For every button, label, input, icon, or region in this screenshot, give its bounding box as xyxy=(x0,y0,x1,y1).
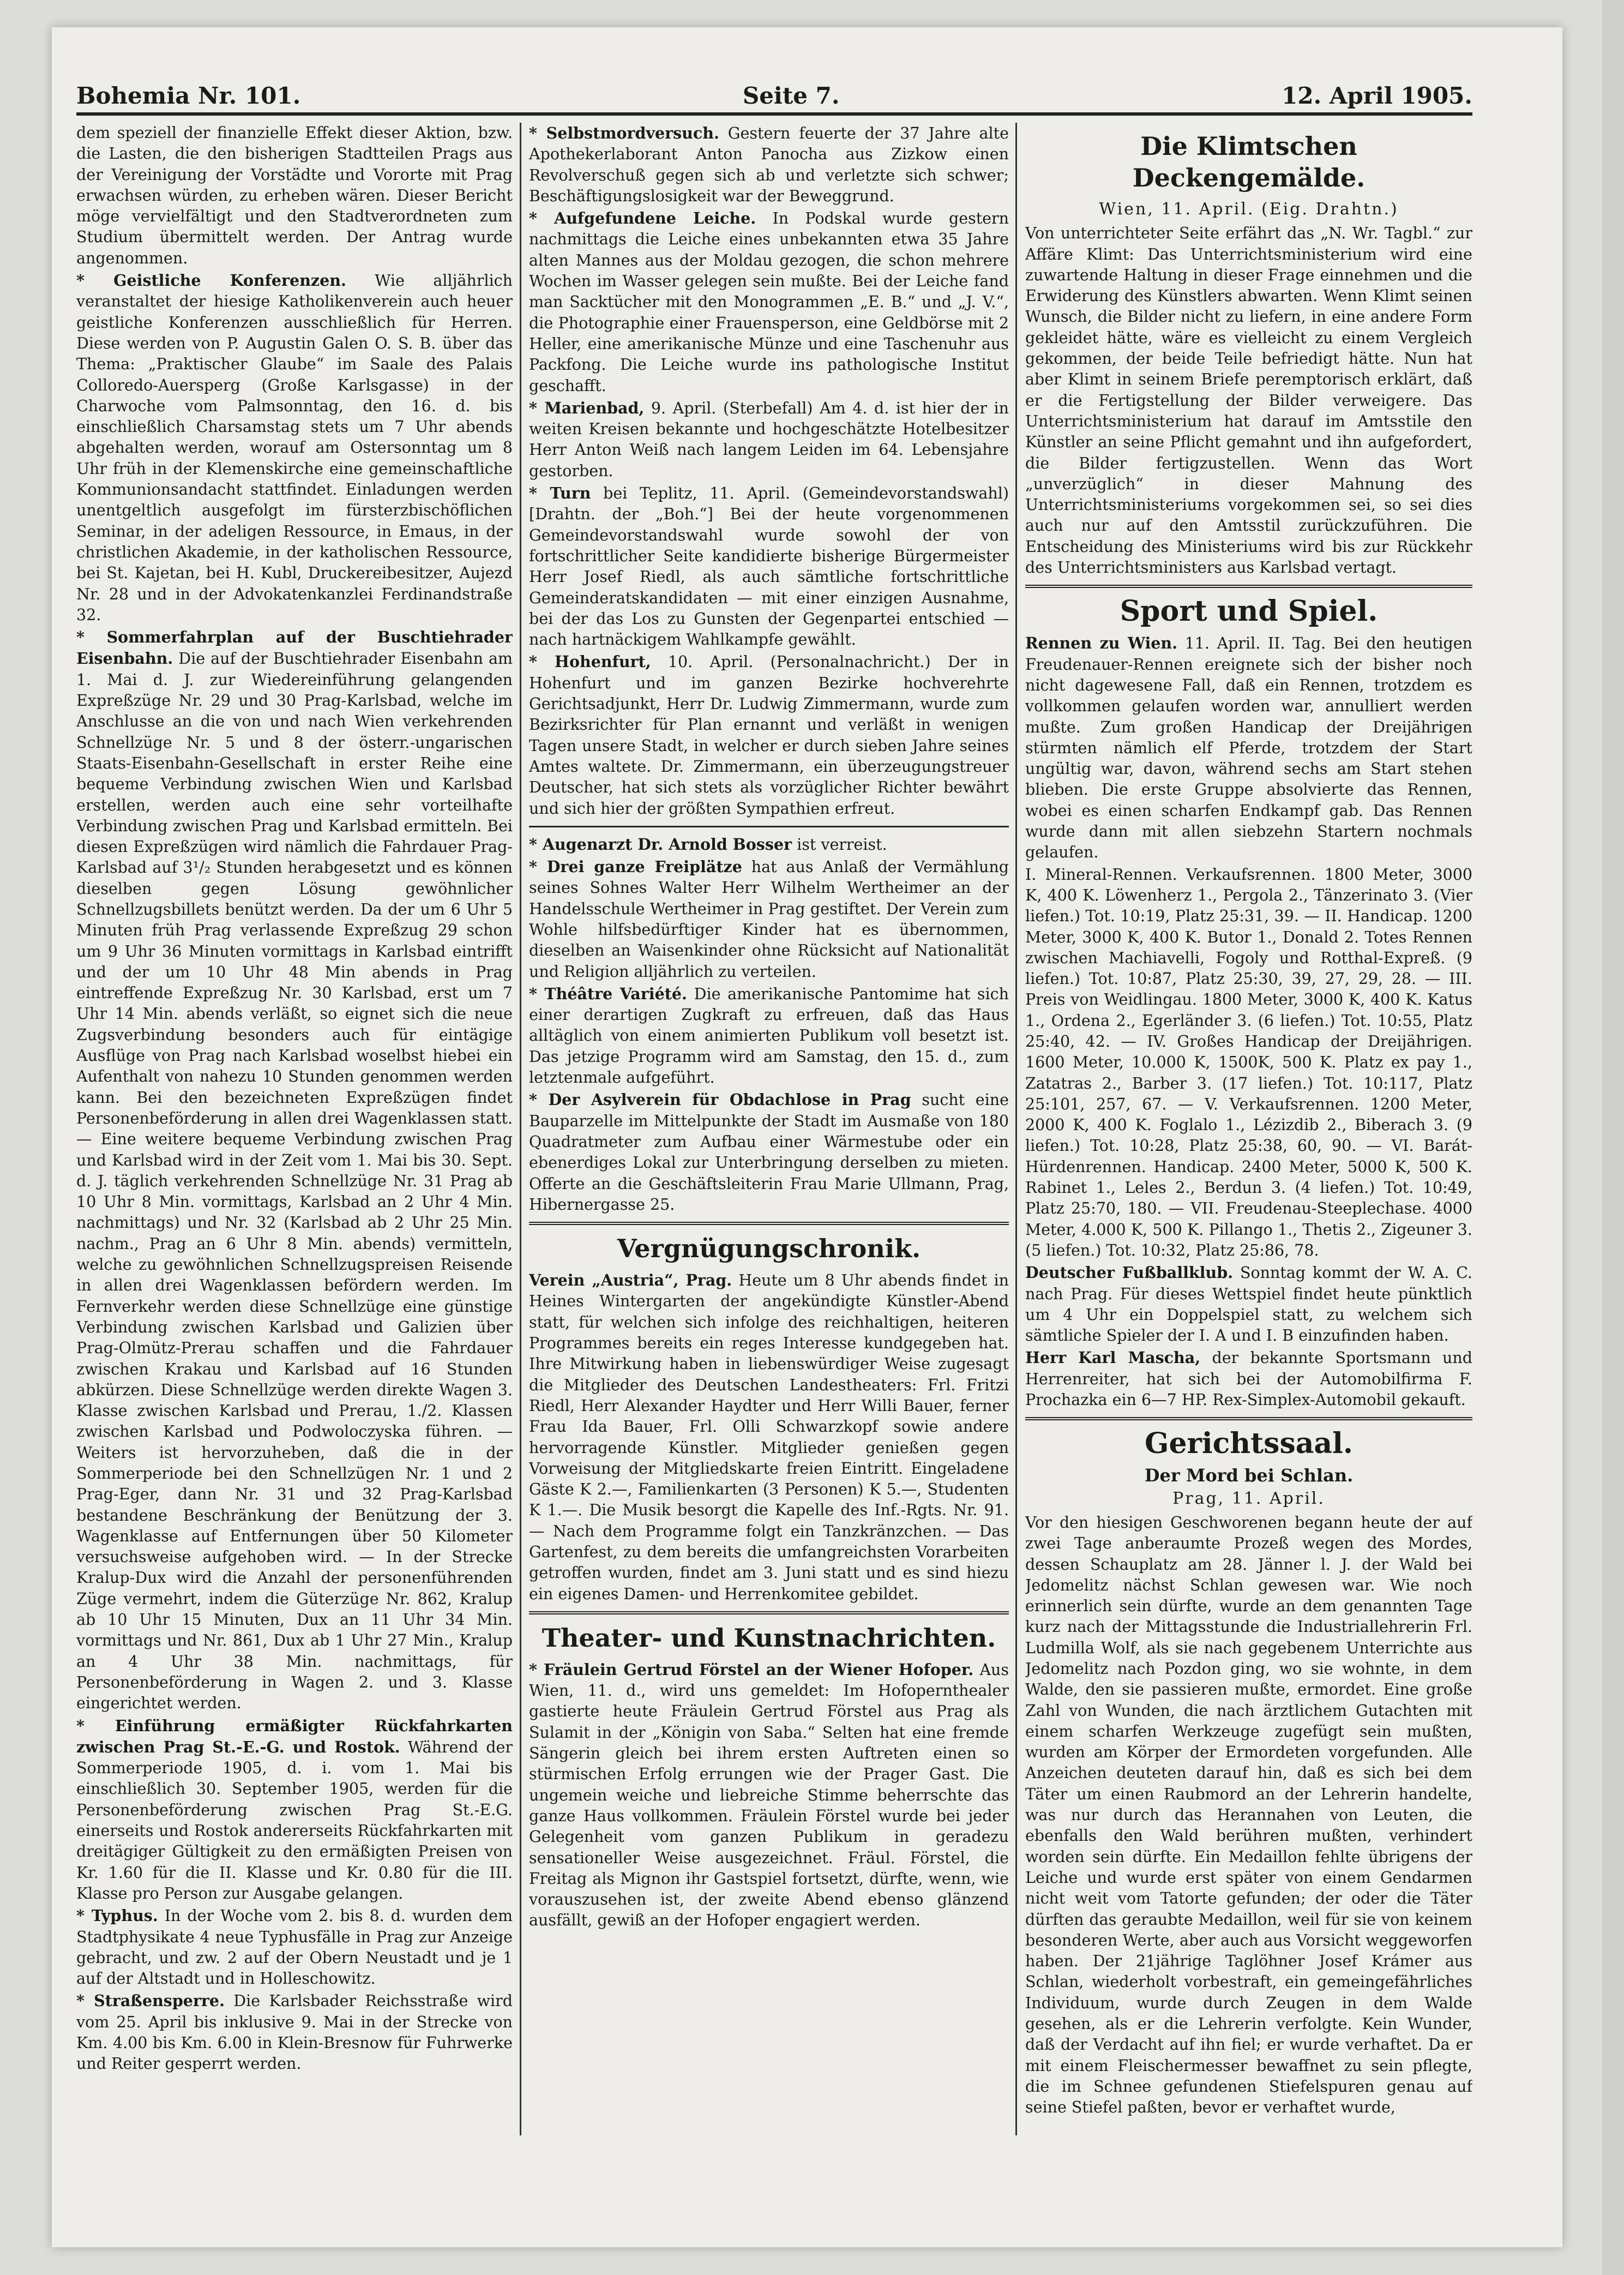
article-heading: * Théâtre Variété. xyxy=(529,984,687,1003)
article-hohenfurt: * Hohenfurt, 10. April. (Personalnachricht.) Der in Hohenfurt und im ganzen Bezirke hochverehrte Gerichtsadjunkt, Herr Dr. Ludwig Zimmermann, wurde zum Bezirksrichter für Plan ernannt und verläßt in wenigen Tagen unsere Stadt, in welcher er durch sieben Jahre seines Amtes waltete. Dr. Zimmermann, ein überzeugungstreuer Deutscher, hat sich stets als vorzüglicher Richter bewährt und sich hier der größten Sympathien erfreut. xyxy=(529,652,1009,818)
article-mord-schlan: Vor den hiesigen Geschworenen begann heute der auf zwei Tage anberaumte Prozeß wegen des Mordes, dessen Schauplatz am 28. Jänner l. J. der Wald bei Jedomelitz nächst Schlan gewesen war. Wie noch erinnerlich sein dürfte, wurde an dem genannten Tage kurz nach der Mittagsstunde die Industriallehrerin Frl. Ludmilla Wolf, als sie nach gegebenem Unterrichte aus Jedomelitz nach Pozdon ging, wo sie wohnte, in dem Walde, den sie passieren mußte, ermordet. Eine große Zahl von Wunden, die nach ärztlichem Gutachten mit einem scharfen Werkzeuge zugefügt sein mußten, wurden am Körper der Ermordeten vorgefunden. Alle Anzeichen deuteten darauf hin, daß es sich bei dem Täter um einen Raubmord an der Lehrerin handelte, was nur durch das Herannahen von Leuten, die ebenfalls den Wald berühren mußten, verhindert worden sein dürfte. Ein Medaillon fehlte übrigens der Leiche und wurde erst später von einem Gendarmen nicht weit vom Tatorte gefunden; der oder die Täter dürften das geraubte Medaillon, weil für sie von keinem besonderen Werte, aber auch aus Vorsicht weggeworfen haben. Der 21jährige Taglöhner Josef Krámer aus Schlan, wiederholt vorbestraft, ein gemeingefährliches Individuum, wurde durch Zeugen in dem Walde gesehen, als er die Lehrerin verfolgte. Kein Wunder, daß der Verdacht auf ihn fiel; er wurde verhaftet. Da er mit einem Fleischermesser bewaffnet zu sein pflegte, die im Schnee gefundenen Stiefelspuren genau auf seine Stiefel paßten, bevor er verhaftet wurde, xyxy=(1025,1513,1472,2117)
article-heading: * Aufgefundene Leiche. xyxy=(529,209,756,228)
article-freiplaetze: * Drei ganze Freiplätze hat aus Anlaß der Vermählung seines Sohnes Walter Herr Wilhelm Wertheimer an der Handelsschule Wertheimer in Prag gestiftet. Der Verein zum Wohle hilfsbedürftiger Kinder hat es übernommen, dieselben an Waisenkinder ohne Rücksicht auf Nationalität und Religion alljährlich zu verteilen. xyxy=(529,857,1009,981)
article-fussballklub: Deutscher Fußballklub. Sonntag kommt der W. A. C. nach Prag. Für dieses Wettspiel findet heute pünktlich um 4 Uhr ein Doppelspiel statt, zu welchem sich sämtliche Spieler der I. A und I. B einzufinden haben. xyxy=(1025,1263,1472,1345)
divider xyxy=(1025,585,1472,588)
article-geistliche-konferenzen: * Geistliche Konferenzen. Wie alljährlich veranstaltet der hiesige Katholikenverein auch heuer geistliche Konferenzen ausschließlich für Herren. Diese werden von P. Augustin Galen O. S. B. über das Thema: „Praktischer Glaube“ im Saale des Palais Colloredo-Auersperg (Große Karlsgasse) in der Charwoche vom Palmsonntag, den 16. d. bis einschließlich Charsamstag stets um 7 Uhr abends abgehalten werden, worauf am Ostersonntag um 8 Uhr früh in der Klemenskirche eine gemeinschaftliche Kommunionsandacht stattfindet. Einladungen werden unentgeltlich ausgefolgt im fürsterzbischöflichen Seminar, in der adeligen Ressource, in Emaus, in der christlichen Akademie, in der katholischen Ressource, bei St. Kajetan, bei H. Kubl, Druckereibesitzer, Aujezd Nr. 28 und in der Advokatenkanzlei Ferdinandstraße 32. xyxy=(76,271,513,624)
article-heading: * Typhus. xyxy=(76,1906,158,1925)
article-asylverein: * Der Asylverein für Obdachlose in Prag sucht eine Bauparzelle im Mittelpunkte der Stadt im Ausmaße von 180 Quadratmeter zum Aufbau einer Wärmestube oder ein ebenerdiges Lokal zur Unterbringung derselben zu mieten. Offerte an die Geschäftsleiterin Frau Marie Ullmann, Prag, Hibernergasse 25. xyxy=(529,1090,1009,1214)
article-klimt: Von unterrichteter Seite erfährt das „N. Wr. Tagbl.“ zur Affäre Klimt: Das Unterrichtsministerium wird eine zuwartende Haltung in dieser Frage einnehmen und die Erwiderung des Künstlers abwarten. Wenn Klimt seinen Wunsch, die Bilder nicht zu liefern, in eine andere Form gekleidet hätte, wäre es vielleicht zu einem Vergleich gekommen, der beide Teile befriedigt hätte. Nun hat aber Klimt in seinem Briefe peremptorisch erklärt, daß er die Fertigstellung der Bilder verweigere. Das Unterrichtsministerium hat darauf im Amtsstile den Künstler an seine Pflicht gemahnt und ihn aufgefordert, die Bilder fertigzustellen. Wenn das Wort „unverzüglich“ in dieser Mahnung des Unterrichtsministeriums vorgekommen sei, so sei dies auch nur auf den Amtsstil zurückzuführen. Die Entscheidung des Ministeriums wird bis zur Rückkehr des Unterrichtsministers aus Karlsbad vertagt. xyxy=(1025,224,1472,577)
section-title-theater: Theater- und Kunstnachrichten. xyxy=(542,1623,996,1653)
header-page-number: Seite 7. xyxy=(742,82,840,109)
dateline: Prag, 11. April. xyxy=(1172,1488,1325,1508)
article-augenarzt: * Augenarzt Dr. Arnold Bosser ist verreist. xyxy=(529,835,887,854)
column-rule-2 xyxy=(1015,123,1017,2135)
article-heading: * Einführung ermäßigter Rückfahrkarten zwischen Prag St.-E.-G. und Rostok. xyxy=(76,1716,513,1756)
article-heading: Verein „Austria“, Prag. xyxy=(529,1271,732,1290)
article-turn: * Turn bei Teplitz, 11. April. (Gemeindevorstandswahl) [Drahtn. der „Boh.“] Bei der heute vorgenommenen Gemeindevorstandswahl wurde sowohl der von fortschrittlicher Seite kandidierte bisherige Bürgermeister Herr Josef Riedl, als auch sämtliche fortschrittliche Gemeinderatskandidaten — mit einer einzigen Ausnahme, bei der das Los zu Gunsten der Gegenpartei entschied — nach hartnäckigem Wahlkampfe gewählt. xyxy=(529,484,1009,649)
article-heading: * Fräulein Gertrud Förstel an der Wiener Hofoper. xyxy=(529,1660,974,1679)
divider xyxy=(529,1222,1009,1225)
article-race-results: I. Mineral-Rennen. Verkaufsrennen. 1800 Meter, 3000 K, 400 K. Löwenherz 1., Pergola 2., Tänzerinato 3. (Vier liefen.) Tot. 10:19, Platz 25:31, 39. — II. Handicap. 1200 Meter, 3000 K, 400 K. Butor 1., Donald 2. Totes Rennen zwischen Machiavelli, Fogoly und Rotthal-Expreß. (9 liefen.) Tot. 10:87, Platz 25:30, 39, 27, 29, 28. — III. Preis von Weidlingau. 1800 Meter, 3000 K, 400 K. Katus 1., Ordena 2., Egerländer 3. (6 liefen.) Tot. 10:55, Platz 25:40, 42. — IV. Großes Handicap der Dreijährigen. 1600 Meter, 10.000 K, 1500K, 500 K. Platz ex pay 1., Zatatras 2., Barber 3. (17 liefen.) Tot. 10:117, Platz 25:101, 257, 67. — V. Verkaufsrennen. 1200 Meter, 2000 K, 400 K. Foglalo 1., Lézizdib 2., Biberach 3. (9 liefen.) Tot. 10:28, Platz 25:38, 60, 90. — VI. Barát-Hürdenrennen. Handicap. 2400 Meter, 5000 K, 500 K. Rabinet 1., Leles 2., Berdun 3. (4 liefen.) Tot. 10:49, Platz 25:70, 180. — VII. Freudenau-Steeplechase. 4000 Meter, 4.000 K, 500 K. Pillango 1., Thetis 2., Zigeuner 3. (5 liefen.) Tot. 10:32, Platz 25:86, 78. xyxy=(1025,865,1472,1259)
article-rennen-wien: Rennen zu Wien. 11. April. II. Tag. Bei den heutigen Freudenauer-Rennen ereignete sich der bisher noch nicht dagewesene Fall, daß ein Rennen, trotzdem es vollkommen gelaufen worden war, annulliert werden mußte. Zum großen Handicap der Dreijährigen stürmten nämlich elf Pferde, trotzdem der Start ungültig war, davon, während sechs am Start stehen blieben. Die erste Gruppe absolvierte das Rennen, wobei es einen scharfen Endkampf gab. Das Rennen wurde dann mit allen siebzehn Startern nochmals gelaufen. xyxy=(1025,634,1472,862)
article-theatre-variete: * Théâtre Variété. Die amerikanische Pantomime hat sich einer derartigen Zugkraft zu erfreuen, daß das Haus alltäglich von einem animierten Publikum voll besetzt ist. Das jetzige Programm wird am Samstag, den 15. d., zum letztenmale aufgeführt. xyxy=(529,984,1009,1087)
article-heading: * Selbstmordversuch. xyxy=(529,124,719,142)
divider xyxy=(529,826,1009,827)
column-1 xyxy=(76,123,513,2141)
article-heading: Herr Karl Mascha, xyxy=(1025,1348,1201,1367)
article-title-mord: Der Mord bei Schlan. xyxy=(1144,1465,1354,1486)
section-title-klimt: Die Klimtschen Deckengemälde. xyxy=(1132,131,1366,193)
article-heading: * Marienbad, xyxy=(529,398,645,417)
column-rule-1 xyxy=(520,123,521,2135)
column-2 xyxy=(529,123,1009,2141)
divider xyxy=(529,1611,1009,1614)
article-heading: * Augenarzt Dr. Arnold Bosser xyxy=(529,835,792,854)
article-rueckfahrkarten: * Einführung ermäßigter Rückfahrkarten zwischen Prag St.-E.-G. und Rostok. Während der Sommerperiode 1905, d. i. vom 1. Mai bis einschließlich 30. September 1905, werden für die Personenbeförderung zwischen Prag St.-E.G. einerseits und Rostok andererseits Rückfahrkarten mit dreitägiger Gültigkeit zu den ermäßigten Preisen von Kr. 1.60 für die II. Klasse und Kr. 0.80 für die III. Klasse pro Person zur Ausgabe gelangen. xyxy=(76,1716,513,1902)
article-verein-austria: Verein „Austria“, Prag. Heute um 8 Uhr abends findet in Heines Wintergarten der angekündigte Künstler-Abend statt, für welchen sich infolge des reichhaltigen, heiteren Programmes bereits ein reges Interesse kundgegeben hat. Ihre Mitwirkung haben in liebenswürdiger Weise zugesagt die Mitglieder des Deutschen Landestheaters: Frl. Fritzi Riedl, Herr Alexander Haydter und Herr Willi Bauer, ferner Frau Ida Bauer, Frl. Olli Schwarzkopf sowie andere hervorragende Künstler. Mitglieder genießen gegen Vorweisung der Mitgliedskarte freien Eintritt. Eingeladene Gäste K 2.—, Familienkarten (3 Personen) K 5.—, Studenten K 1.—. Die Musik besorgt die Kapelle des Inf.-Rgts. Nr. 91. — Nach dem Programme folgt ein Tanzkränzchen. — Das Gartenfest, zu dem bereits die umfangreichsten Vorarbeiten getroffen wurden, findet am 3. Juni statt und es sind hiezu ein eigenes Damen- und Herrenkomitee gebildet. xyxy=(529,1271,1009,1603)
article-typhus: * Typhus. In der Woche vom 2. bis 8. d. wurden dem Stadtphysikate 4 neue Typhusfälle in Prag zur Anzeige gebracht, und zw. 2 auf der Obern Neustadt und je 1 auf der Altstadt und in Holleschowitz. xyxy=(76,1906,513,1988)
article-mascha: Herr Karl Mascha, der bekannte Sportsmann und Herrenreiter, hat sich bei der Automobilfirma F. Prochazka ein 6—7 HP. Rex-Simplex-Automobil gekauft. xyxy=(1025,1348,1472,1409)
divider xyxy=(1025,1417,1472,1420)
column-3 xyxy=(1025,123,1472,2141)
article-heading: * Sommerfahrplan auf der Buschtiehrader Eisenbahn. xyxy=(76,628,513,668)
article-foerstel: * Fräulein Gertrud Förstel an der Wiener Hofoper. Aus Wien, 11. d., wird uns gemeldet: Im Hofopernthealer gastierte heute Fräulein Gertrud Förstel aus Prag als Sulamit in der „Königin von Saba.“ Selten hat eine fremde Sängerin gleich bei ihrem ersten Auftreten einen so stürmischen Erfolg errungen wie der Prager Gast. Die ungemein weiche und liebreiche Stimme beherrschte das ganze Haus vollkommen. Fräulein Förstel wurde bei jeder Gelegenheit vom ganzen Publikum in geradezu sensationeller Weise ausgezeichnet. Fräul. Förstel, die Freitag als Mignon ihr Gastspiel fortsetzt, dürfte, wenn, wie vorauszusehen ist, der zweite Abend ebenso glänzend ausfällt, gewiß an der Hofoper engagiert werden. xyxy=(529,1660,1009,1930)
scan-edge xyxy=(1602,0,1624,2275)
article-marienbad: * Marienbad, 9. April. (Sterbefall) Am 4. d. ist hier der in weiten Kreisen bekannte und hochgeschätzte Hotelbesitzer Herr Anton Weiß nach langem Leiden im 64. Lebensjahre gestorben. xyxy=(529,398,1009,480)
article-selbstmordversuch: * Selbstmordversuch. Gestern feuerte der 37 Jahre alte Apothekerlaborant Anton Panocha aus Zizkow einen Revolverschuß gegen sich ab und verletzte sich schwer; Beschäftigungslosigkeit war der Beweggrund. xyxy=(529,124,1009,205)
article-heading: * Der Asylverein für Obdachlose in Prag xyxy=(529,1090,911,1109)
page-header xyxy=(76,76,1472,116)
article-leiche: * Aufgefundene Leiche. In Podskal wurde gestern nachmittags die Leiche eines unbekannten etwa 35 Jahre alten Mannes aus der Moldau gezogen, die schon mehrere Wochen im Wasser gelegen sein mußte. Bei der Leiche fand man Sacktücher mit den Monogrammen „E. B.“ und „J. V.“, die Photographie einer Frauensperson, eine Geldbörse mit 2 Heller, eine amerikanische Münze und eine Taschenuhr aus Packfong. Die Leiche wurde ins pathologische Institut geschafft. xyxy=(529,209,1009,395)
header-publication: Bohemia Nr. 101. xyxy=(76,82,301,109)
article-heading: * Hohenfurt, xyxy=(529,652,651,671)
dateline: Wien, 11. April. (Eig. Drahtn.) xyxy=(1099,200,1399,219)
article-paragraph: dem speziell der finanzielle Effekt dieser Aktion, bzw. die Lasten, die den bisherigen Stadtteilen Prags aus der Vereinigung der Vorstädte und Vororte mit Prag erwachsen würden, zu erheben wären. Dieser Bericht möge vervielfältigt und den Stadtverordneten zum Studium übermittelt werden. Der Antrag wurde angenommen. xyxy=(76,124,513,267)
article-heading: * Drei ganze Freiplätze xyxy=(529,857,742,877)
article-heading: * Geistliche Konferenzen. xyxy=(76,271,346,290)
article-heading: Rennen zu Wien. xyxy=(1025,634,1178,653)
article-heading: * Turn xyxy=(529,484,591,503)
section-title-sport: Sport und Spiel. xyxy=(1120,595,1378,628)
article-sommerfahrplan: * Sommerfahrplan auf der Buschtiehrader Eisenbahn. Die auf der Buschtiehrader Eisenbahn am 1. Mai d. J. zur Wiedereinführung gelangenden Expreßzüge Nr. 29 und 30 Prag-Karlsbad, welche im Anschlusse an die von und nach Wien verkehrenden Schnellzüge Nr. 5 und 8 der österr.-ungarischen Staats-Eisenbahn-Gesellschaft in erster Reihe eine bequeme Verbindung zwischen Wien und Karlsbad erstellen, werden auch eine sehr vorteilhafte Verbindung zwischen Prag und Karlsbad ermitteln. Bei diesen Expreßzügen wird nämlich die Fahrdauer Prag-Karlsbad auf 3¹/₂ Stunden herabgesetzt und es können dieselben gegen Lösung gewöhnlicher Schnellzugsbillets benützt werden. Da der um 6 Uhr 5 Minuten früh Prag verlassende Expreßzug 29 schon um 9 Uhr 36 Minuten vormittags in Karlsbad eintrifft und der um 10 Uhr 48 Min abends in Prag eintreffende Expreßzug Nr. 30 Karlsbad, erst um 7 Uhr 14 Min. abends verläßt, so eignet sich die neue Zugsverbindung besonders auch für eintägige Ausflüge von Prag nach Karlsbad woselbst hiebei ein Aufenthalt von nahezu 10 Stunden genommen werden kann. Bei den bezeichneten Expreßzügen findet Personenbeförderung in allen drei Wagenklassen statt. — Eine weitere bequeme Verbindung zwischen Prag und Karlsbad wird in der Zeit vom 1. Mai bis 30. Sept. d. J. täglich verkehrenden Schnellzüge Nr. 31 Prag ab 10 Uhr 8 Min. vormittags, Karlsbad an 2 Uhr 4 Min. nachmittags) und Nr. 32 (Karlsbad ab 2 Uhr 25 Min. nachm., Prag an 6 Uhr 8 Min. abends) vermitteln, welche zu gewöhnlichen Schnellzugspreisen Reisende in allen drei Wagenklassen befördern werden. Im Fernverkehr werden diese Schnellzüge eine günstige Verbindung zwischen Karlsbad und Galizien über Prag-Olmütz-Prerau schaffen und die Fahrdauer zwischen Krakau und Karlsbad auf 16 Stunden abkürzen. Diese Schnellzüge werden direkte Wagen 3. Klasse zwischen Karlsbad und Prerau, 1./2. Klassen zwischen Karlsbad und Podwoloczyska führen. — Weiters ist hervorzuheben, daß die in der Sommerperiode bei den Schnellzügen Nr. 1 und 2 Prag-Eger, dann Nr. 31 und 32 Prag-Karlsbad bestandene Beschränkung der Benützung der 3. Wagenklasse auf Entfernungen über 50 Kilometer versuchsweise aufgehoben wird. — In der Strecke Kralup-Dux wird die Anzahl der personenführenden Züge vermehrt, indem die Güterzüge Nr. 862, Kralup ab 10 Uhr 15 Minuten, Dux an 11 Uhr 34 Min. vormittags und Nr. 861, Dux ab 1 Uhr 27 Min., Kralup an 4 Uhr 38 Min. nachmittags, für Personenbeförderung in Wagen 2. und 3. Klasse eingerichtet werden. xyxy=(76,628,513,1713)
header-date: 12. April 1905. xyxy=(1282,82,1472,109)
section-title-vergnuegungschronik: Vergnügungschronik. xyxy=(617,1234,921,1264)
article-heading: * Straßensperre. xyxy=(76,1991,225,2010)
article-heading: Deutscher Fußballklub. xyxy=(1025,1263,1234,1282)
article-strassensperre: * Straßensperre. Die Karlsbader Reichsstraße wird vom 25. April bis inklusive 9. Mai in der Strecke von Km. 4.00 bis Km. 6.00 in Klein-Bresnow für Fuhrwerke und Reiter gesperrt werden. xyxy=(76,1991,513,2073)
section-title-gerichtssaal: Gerichtssaal. xyxy=(1145,1427,1353,1461)
